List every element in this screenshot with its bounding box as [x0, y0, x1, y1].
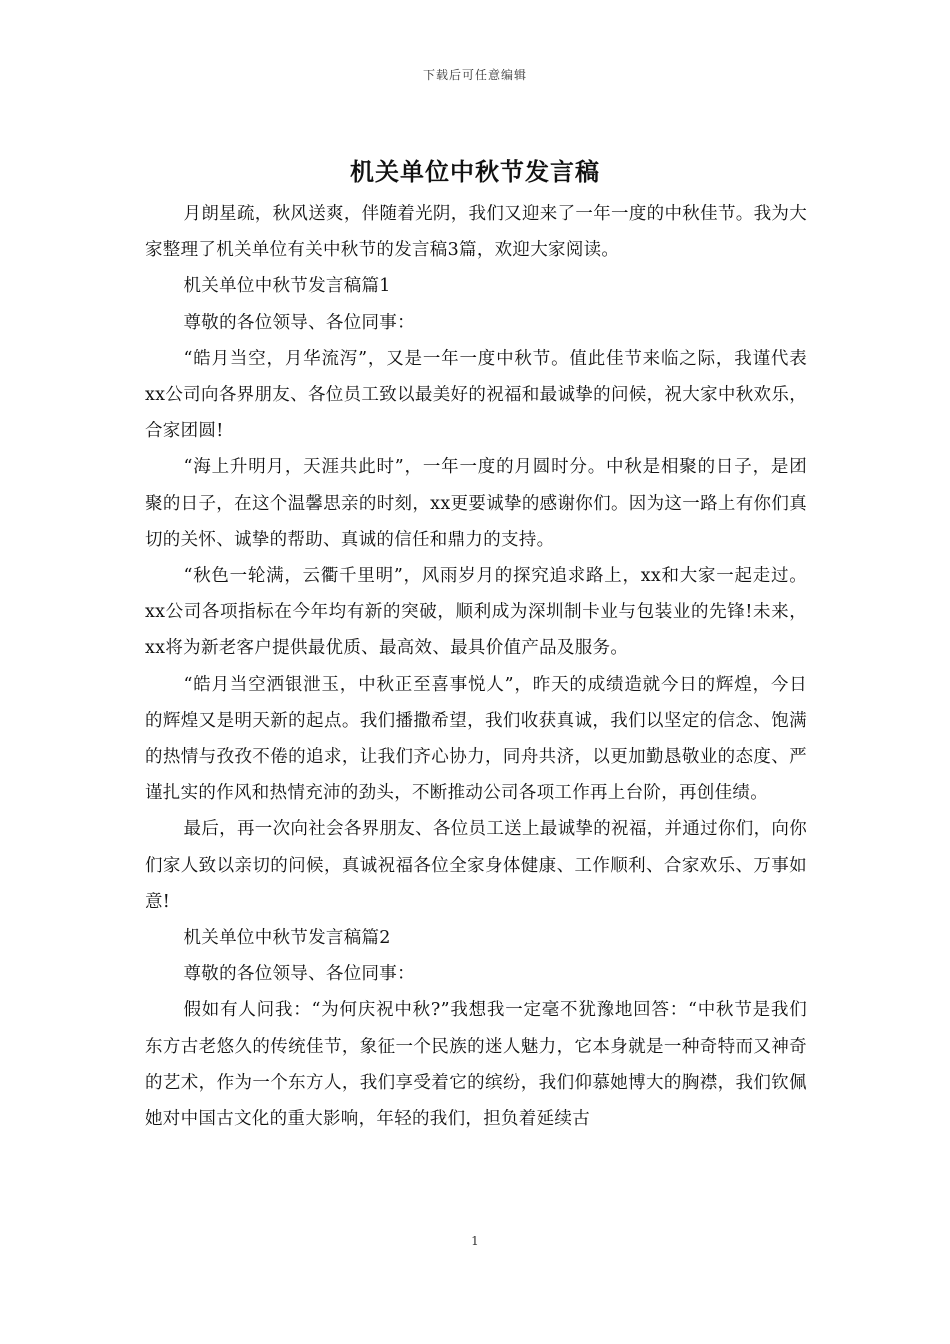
- salutation-1: 尊敬的各位领导、各位同事：: [183, 312, 415, 333]
- section-heading-1: 机关单位中秋节发言稿篇1: [183, 276, 391, 297]
- section-heading-2: 机关单位中秋节发言稿篇2: [183, 928, 391, 949]
- page-header-note: 下载后可任意编辑: [422, 68, 527, 82]
- paragraph: “海上升明月，天涯共此时”，一年一度的月圆时分。中秋是相聚的日子，是团聚的日子，在这个温馨思亲的时刻，xx更要诚挚的感谢你们。因为这一路上有你们真切的关怀、诚挚的帮助、真诚的信任和鼎力的支持。: [145, 457, 807, 550]
- paragraph: “皓月当空洒银泄玉，中秋正至喜事悦人”，昨天的成绩造就今日的辉煌，今日的辉煌又是明天新的起点。我们播撒希望，我们收获真诚，我们以坚定的信念、饱满的热情与孜孜不倦的追求，让我们齐心协力，同舟共济，以更加勤恳敬业的态度、严谨扎实的作风和热情充沛的劲头，不断推动公司各项工作再上台阶，再创佳绩。: [145, 674, 807, 804]
- paragraph: 最后，再一次向社会各界朋友、各位员工送上最诚挚的祝福，并通过你们，向你们家人致以亲切的问候，真诚祝福各位全家身体健康、工作顺利、合家欢乐、万事如意!: [145, 819, 807, 912]
- paragraph-intro: 月朗星疏，秋风送爽，伴随着光阴，我们又迎来了一年一度的中秋佳节。我为大家整理了机关单位有关中秋节的发言稿3篇，欢迎大家阅读。: [145, 204, 807, 261]
- page-number: 1: [471, 1234, 479, 1248]
- paragraph: 假如有人问我：“为何庆祝中秋?”我想我一定毫不犹豫地回答：“中秋节是我们东方古老悠久的传统佳节，象征一个民族的迷人魅力，它本身就是一种奇特而又神奇的艺术，作为一个东方人，我们享受着它的缤纷，我们仰慕她博大的胸襟，我们钦佩她对中国古文化的重大影响，年轻的我们，担负着延续古: [145, 1000, 807, 1130]
- paragraph: “秋色一轮满，云衢千里明”，风雨岁月的探究追求路上，xx和大家一起走过。xx公司各项指标在今年均有新的突破，顺利成为深圳制卡业与包装业的先锋!未来，xx将为新老客户提供最优质、最高效、最具价值产品及服务。: [145, 566, 807, 659]
- document-body: [145, 196, 807, 1137]
- salutation-2: 尊敬的各位领导、各位同事：: [183, 964, 415, 985]
- document-title: 机关单位中秋节发言稿: [350, 157, 600, 186]
- paragraph: “皓月当空，月华流泻”，又是一年一度中秋节。值此佳节来临之际，我谨代表xx公司向各界朋友、各位员工致以最美好的祝福和最诚挚的问候，祝大家中秋欢乐，合家团圆!: [145, 348, 807, 442]
